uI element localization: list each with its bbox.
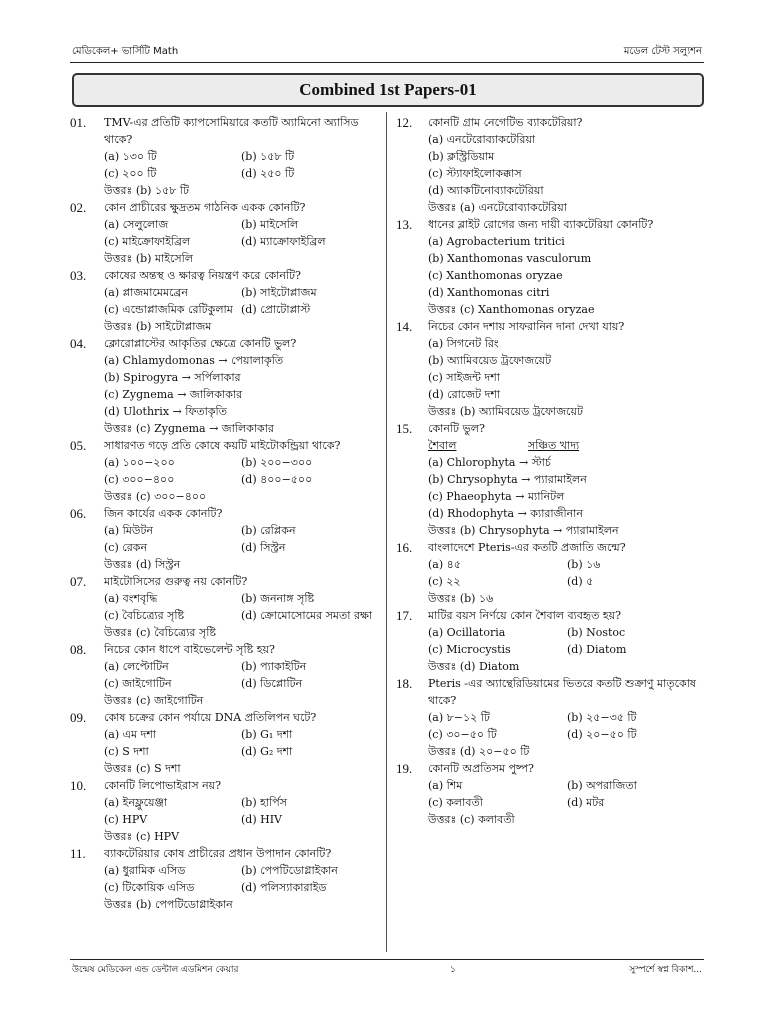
question-item bbox=[70, 845, 378, 913]
options-list bbox=[428, 335, 706, 403]
option: (a) সিগনেট রিং bbox=[428, 337, 499, 350]
question-body bbox=[428, 607, 706, 675]
question-item bbox=[396, 607, 706, 675]
question-body bbox=[104, 505, 378, 573]
option: (b) হার্পিস bbox=[241, 796, 287, 809]
question-number: 01. bbox=[70, 115, 87, 130]
option: (b) Spirogyra → সর্পিলাকার bbox=[104, 371, 241, 384]
answer: উত্তরঃ (b) ১৬ bbox=[428, 592, 494, 605]
option: (d) প্রোটোপ্লাস্ট bbox=[241, 303, 311, 316]
answer: উত্তরঃ (c) HPV bbox=[104, 830, 180, 843]
answer: উত্তরঃ (b) অ্যামিবয়েড ট্রফোজয়েট bbox=[428, 405, 583, 418]
question-stem: কোনটি লিপোভাইরাস নয়? bbox=[104, 779, 222, 792]
option: (d) G₂ দশা bbox=[241, 745, 293, 758]
question-number: 08. bbox=[70, 642, 87, 657]
option: (c) HPV bbox=[104, 813, 148, 826]
page-header bbox=[72, 44, 702, 60]
header-right: মডেল টেস্ট সল্যুশন bbox=[623, 46, 702, 57]
option: (a) মিউটন bbox=[104, 524, 154, 537]
option: (d) ৪০০−৫০০ bbox=[241, 473, 313, 486]
column-headings bbox=[428, 437, 706, 454]
option: (c) Microcystis bbox=[428, 643, 511, 656]
option: (a) এম দশা bbox=[104, 728, 157, 741]
footer-rule bbox=[70, 959, 704, 960]
question-number: 04. bbox=[70, 336, 87, 351]
question-body bbox=[428, 539, 706, 607]
question-body bbox=[104, 709, 378, 777]
left-column bbox=[70, 114, 378, 913]
option: (c) Phaeophyta → ম্যানিটল bbox=[428, 490, 565, 503]
question-number: 11. bbox=[70, 846, 86, 861]
header-left: মেডিকেল+ ভার্সিটি Math bbox=[72, 46, 179, 57]
option: (d) ক্রোমোসোমের সমতা রক্ষা bbox=[241, 609, 373, 622]
option: (c) এন্ডোপ্লাজমিক রেটিকুলাম bbox=[104, 303, 233, 316]
option: (c) ২২ bbox=[428, 575, 461, 588]
question-item bbox=[70, 777, 378, 845]
options-grid bbox=[428, 709, 706, 743]
option: (b) ১৬ bbox=[567, 558, 601, 571]
question-body bbox=[104, 335, 378, 437]
question-stem: কোনটি অপ্রতিসম পুষ্প? bbox=[428, 762, 534, 775]
question-number: 17. bbox=[396, 608, 413, 623]
question-stem: মাইটোসিসের গুরুত্ব নয় কোনটি? bbox=[104, 575, 248, 588]
option: (b) ক্লস্ট্রিডিয়াম bbox=[428, 150, 495, 163]
question-stem: ব্যাকটেরিয়ার কোষ প্রাচীরের প্রধান উপাদান কোনটি? bbox=[104, 847, 332, 860]
option: (c) Zygnema → জালিকাকার bbox=[104, 388, 243, 401]
option: (a) এনটেরোব্যাকটেরিয়া bbox=[428, 133, 536, 146]
question-number: 05. bbox=[70, 438, 87, 453]
answer: উত্তরঃ (b) মাইসেলি bbox=[104, 252, 194, 265]
options-grid bbox=[104, 726, 378, 760]
option: (d) ২০−৫০ টি bbox=[567, 728, 637, 741]
question-item bbox=[70, 709, 378, 777]
answer: উত্তরঃ (c) Xanthomonas oryzae bbox=[428, 303, 595, 316]
question-item bbox=[70, 437, 378, 505]
answer: উত্তরঃ (b) ১৫৮ টি bbox=[104, 184, 190, 197]
question-number: 13. bbox=[396, 217, 413, 232]
page-title: Combined 1st Papers-01 bbox=[72, 73, 704, 107]
question-body bbox=[104, 777, 378, 845]
question-number: 10. bbox=[70, 778, 87, 793]
question-item bbox=[70, 505, 378, 573]
option: (a) ১০০−২০০ bbox=[104, 456, 175, 469]
option: (a) ধুরামিক এসিড bbox=[104, 864, 186, 877]
question-number: 14. bbox=[396, 319, 413, 334]
question-body bbox=[428, 114, 706, 216]
option: (d) ম্যাক্রোফাইব্রিল bbox=[241, 235, 326, 248]
question-number: 03. bbox=[70, 268, 87, 283]
question-stem: ধানের ব্লাইট রোগের জন্য দায়ী ব্যাকটেরিয়া কোনটি? bbox=[428, 218, 654, 231]
question-number: 12. bbox=[396, 115, 413, 130]
option: (b) ২০০−৩০০ bbox=[241, 456, 313, 469]
question-number: 18. bbox=[396, 676, 413, 691]
question-number: 02. bbox=[70, 200, 87, 215]
answer: উত্তরঃ (b) পেপটিডোগ্লাইকান bbox=[104, 898, 233, 911]
option: (c) ২০০ টি bbox=[104, 167, 157, 180]
header-rule bbox=[70, 62, 704, 63]
option: (d) মটর bbox=[567, 796, 605, 809]
question-item bbox=[70, 114, 378, 199]
answer: উত্তরঃ (c) বৈচিত্র্যের সৃষ্টি bbox=[104, 626, 216, 639]
question-body bbox=[104, 573, 378, 641]
question-body bbox=[428, 760, 706, 828]
question-number: 07. bbox=[70, 574, 87, 589]
option: (d) রোজেট দশা bbox=[428, 388, 501, 401]
options-grid bbox=[104, 794, 378, 828]
column-heading-b: সঞ্চিত খাদ্য bbox=[528, 439, 580, 452]
question-item bbox=[70, 641, 378, 709]
option: (c) কলাবতী bbox=[428, 796, 483, 809]
question-number: 19. bbox=[396, 761, 413, 776]
option: (a) বংশবৃদ্ধি bbox=[104, 592, 158, 605]
option: (a) ৮−১২ টি bbox=[428, 711, 490, 724]
answer: উত্তরঃ (d) ২০−৫০ টি bbox=[428, 745, 530, 758]
question-stem: TMV-এর প্রতিটি ক্যাপসোমিয়ারে কতটি অ্যামিনো অ্যাসিড থাকে? bbox=[104, 116, 359, 146]
answer: উত্তরঃ (b) Chrysophyta → প্যারামাইলন bbox=[428, 524, 619, 537]
answer: উত্তরঃ (a) এনটেরোব্যাকটেরিয়া bbox=[428, 201, 567, 214]
option: (d) ২৫০ টি bbox=[241, 167, 295, 180]
footer-left: উন্মেষ মেডিকেল এন্ড ডেন্টাল এডমিশন কেয়ার bbox=[72, 965, 239, 975]
question-item bbox=[396, 760, 706, 828]
option: (d) সিস্ট্রন bbox=[241, 541, 286, 554]
option: (a) লেপ্টোটিন bbox=[104, 660, 169, 673]
question-item bbox=[396, 539, 706, 607]
options-grid bbox=[104, 522, 378, 556]
answer: উত্তরঃ (b) সাইটোপ্লাজম bbox=[104, 320, 212, 333]
options-grid bbox=[104, 148, 378, 182]
question-stem: জিন কার্যের একক কোনটি? bbox=[104, 507, 223, 520]
option: (c) স্ট্যাফাইলোকক্কাস bbox=[428, 167, 522, 180]
option: (a) ইনফ্লুয়েঞ্জা bbox=[104, 796, 168, 809]
option: (b) ২৫−৩৫ টি bbox=[567, 711, 637, 724]
options-grid bbox=[428, 777, 706, 811]
question-stem: কোনটি গ্রাম নেগেটিভ ব্যাকটেরিয়া? bbox=[428, 116, 583, 129]
option: (a) Ocillatoria bbox=[428, 626, 506, 639]
question-stem: কোনটি ভুল? bbox=[428, 422, 485, 435]
question-number: 09. bbox=[70, 710, 87, 725]
question-item bbox=[396, 114, 706, 216]
right-column bbox=[396, 114, 706, 828]
answer: উত্তরঃ (c) ৩০০−৪০০ bbox=[104, 490, 207, 503]
question-body bbox=[428, 420, 706, 539]
question-number: 16. bbox=[396, 540, 413, 555]
question-number: 06. bbox=[70, 506, 87, 521]
question-body bbox=[428, 216, 706, 318]
question-item bbox=[396, 216, 706, 318]
option: (d) অ্যাকটিনোব্যাকটেরিয়া bbox=[428, 184, 544, 197]
option: (c) Xanthomonas oryzae bbox=[428, 269, 563, 282]
question-body bbox=[428, 675, 706, 760]
question-stem: বাংলাদেশে Pteris-এর কতটি প্রজাতি জন্মে? bbox=[428, 541, 626, 554]
options-list bbox=[428, 233, 706, 301]
question-body bbox=[104, 641, 378, 709]
question-item bbox=[396, 318, 706, 420]
option: (c) রেকন bbox=[104, 541, 148, 554]
options-grid bbox=[104, 284, 378, 318]
footer-right: সুস্পর্শে স্বপ্ন বিকাশ... bbox=[629, 965, 702, 975]
question-item bbox=[396, 420, 706, 539]
question-body bbox=[104, 114, 378, 199]
option: (c) বৈচিত্র্যের সৃষ্টি bbox=[104, 609, 185, 622]
option: (c) S দশা bbox=[104, 745, 149, 758]
options-grid bbox=[104, 590, 378, 624]
option: (a) Agrobacterium tritici bbox=[428, 235, 565, 248]
option: (c) মাইক্রোফাইব্রিল bbox=[104, 235, 191, 248]
option: (b) Xanthomonas vasculorum bbox=[428, 252, 592, 265]
question-body bbox=[104, 199, 378, 267]
options-grid bbox=[104, 454, 378, 488]
question-item bbox=[70, 335, 378, 437]
option: (b) Chrysophyta → প্যারামাইলন bbox=[428, 473, 587, 486]
options-grid bbox=[428, 624, 706, 658]
question-stem: ক্লোরোপ্লাস্টের আকৃতির ক্ষেত্রে কোনটি ভুল? bbox=[104, 337, 297, 350]
question-item bbox=[70, 267, 378, 335]
question-body bbox=[104, 437, 378, 505]
answer: উত্তরঃ (c) জাইগোটিন bbox=[104, 694, 204, 707]
option: (c) ৩০−৫০ টি bbox=[428, 728, 497, 741]
page-number: ১ bbox=[450, 965, 456, 975]
answer: উত্তরঃ (c) Zygnema → জালিকাকার bbox=[104, 422, 274, 435]
option: (b) মাইসেলি bbox=[241, 218, 299, 231]
option: (b) ১৫৮ টি bbox=[241, 150, 295, 163]
question-stem: মাটির বয়স নির্ণয়ে কোন শৈবাল ব্যবহৃত হয়? bbox=[428, 609, 622, 622]
answer: উত্তরঃ (c) কলাবতী bbox=[428, 813, 515, 826]
option: (a) Chlorophyta → স্টার্চ bbox=[428, 456, 551, 469]
option: (a) শিম bbox=[428, 779, 463, 792]
option: (a) ১৩০ টি bbox=[104, 150, 157, 163]
option: (d) Rhodophyta → ক্যারাজীনান bbox=[428, 507, 583, 520]
option: (a) প্লাজমামেমব্রেন bbox=[104, 286, 188, 299]
question-item bbox=[70, 199, 378, 267]
question-body bbox=[428, 318, 706, 420]
option: (c) সাইজন্ট দশা bbox=[428, 371, 500, 384]
option: (d) Xanthomonas citri bbox=[428, 286, 550, 299]
option: (d) Ulothrix → ফিতাকৃতি bbox=[104, 405, 227, 418]
question-stem: নিচের কোন দশায় সাফরানিন দানা দেখা যায়? bbox=[428, 320, 625, 333]
option: (b) রেপ্লিকন bbox=[241, 524, 296, 537]
option: (b) Nostoc bbox=[567, 626, 626, 639]
question-stem: Pteris -এর অ্যান্থেরিডিয়ামের ভিতরে কতটি শুক্রাণু মাতৃকোষ থাকে? bbox=[428, 677, 696, 707]
option: (b) পেপটিডোগ্লাইকান bbox=[241, 864, 338, 877]
question-stem: কোষ চক্রের কোন পর্যায়ে DNA প্রতিলিপন ঘটে? bbox=[104, 711, 317, 724]
answer: উত্তরঃ (c) S দশা bbox=[104, 762, 181, 775]
question-body bbox=[104, 845, 378, 913]
options-grid bbox=[428, 556, 706, 590]
option: (d) ডিপ্লোটিন bbox=[241, 677, 303, 690]
answer: উত্তরঃ (d) সিস্ট্রন bbox=[104, 558, 181, 571]
question-item bbox=[396, 675, 706, 760]
option: (b) অ্যামিবয়েড ট্রফোজয়েট bbox=[428, 354, 552, 367]
options-grid bbox=[104, 658, 378, 692]
question-stem: কোন প্রাচীরের ক্ষুদ্রতম গাঠনিক একক কোনটি? bbox=[104, 201, 306, 214]
option: (b) সাইটোপ্লাজম bbox=[241, 286, 317, 299]
question-number: 15. bbox=[396, 421, 413, 436]
question-stem: নিচের কোন ধাপে বাইভেলেন্ট সৃষ্টি হয়? bbox=[104, 643, 275, 656]
column-divider bbox=[386, 112, 387, 952]
option: (d) Diatom bbox=[567, 643, 627, 656]
option: (c) ৩০০−৪০০ bbox=[104, 473, 175, 486]
option: (c) জাইগোটিন bbox=[104, 677, 172, 690]
option: (d) ৫ bbox=[567, 575, 594, 588]
option: (d) HIV bbox=[241, 813, 283, 826]
question-item bbox=[70, 573, 378, 641]
option: (b) প্যাকাইটিন bbox=[241, 660, 307, 673]
options-grid bbox=[104, 862, 378, 896]
option: (a) ৪৫ bbox=[428, 558, 461, 571]
page-footer bbox=[72, 962, 702, 976]
question-stem: কোষের অন্তস্থ ও ক্ষারত্ব নিয়ন্ত্রণ করে কোনটি? bbox=[104, 269, 301, 282]
options-grid bbox=[104, 216, 378, 250]
option: (a) সেলুলোজ bbox=[104, 218, 169, 231]
column-heading-a: শৈবাল bbox=[428, 439, 457, 452]
option: (b) অপরাজিতা bbox=[567, 779, 637, 792]
question-stem: সাধারণত গড়ে প্রতি কোষে কয়টি মাইটোকন্ড্রিয়া থাকে? bbox=[104, 439, 341, 452]
answer: উত্তরঃ (d) Diatom bbox=[428, 660, 520, 673]
options-list bbox=[428, 131, 706, 199]
option: (d) পলিস্যাকারাইড bbox=[241, 881, 327, 894]
option: (a) Chlamydomonas → পেয়ালাকৃতি bbox=[104, 354, 284, 367]
option: (b) জননাঙ্গ সৃষ্টি bbox=[241, 592, 315, 605]
option: (c) টিকোয়িক এসিড bbox=[104, 881, 195, 894]
option: (b) G₁ দশা bbox=[241, 728, 293, 741]
question-body bbox=[104, 267, 378, 335]
options-list bbox=[428, 454, 706, 522]
options-list bbox=[104, 352, 378, 420]
